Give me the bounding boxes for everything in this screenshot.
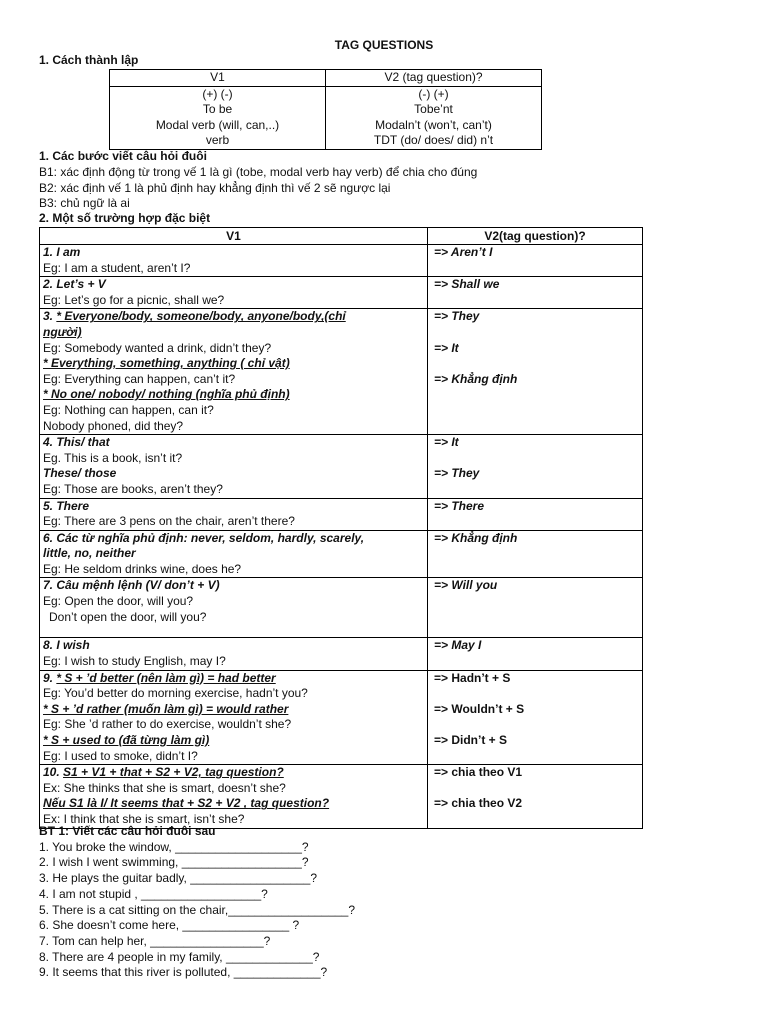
table-row: 4. This/ that Eg. This is a book, isn’t it? These/ those Eg: Those are books, aren’t they? => It => They xyxy=(40,435,643,498)
table2-head-v1: V1 xyxy=(40,228,428,245)
table-row: 5. There Eg: There are 3 pens on the chair, aren’t there? => There xyxy=(40,498,643,530)
table-row: 10. S1 + V1 + that + S2 + V2, tag question? Ex: She thinks that she is smart, doesn’t she? Nếu S1 là I/ It seems that + S2 + V2 , tag question? Ex: I think that she is smart, isn’t she? => chia theo V1 => chia theo V2 xyxy=(40,765,643,828)
exercise-item: 8. There are 4 people in my family, _____________? xyxy=(39,949,320,964)
section-heading-steps: 1. Các bước viết câu hỏi đuôi xyxy=(39,149,207,163)
section-heading-special-cases: 2. Một số trường hợp đặc biệt xyxy=(39,211,211,225)
exercise-item: 7. Tom can help her, _________________? xyxy=(39,933,271,948)
table1-head-v2: V2 (tag question)? xyxy=(326,70,542,87)
table-row: 3. * Everyone/body, someone/body, anyone/body,(chỉ người) Eg: Somebody wanted a drink, didn’t they? * Everything, something, anything ( chỉ vật) Eg: Everything can happen, can’t it? * No one/ nobody/ nothing (nghĩa phủ định) Eg: Nothing can happen, can it? Nobody phoned, did they? => They => It => Khẳng định xyxy=(40,309,643,435)
section-heading-formation: 1. Cách thành lập xyxy=(39,53,139,67)
table1-col-v2: (-) (+) Tobe’nt Modaln’t (won’t, can’t) TDT (do/ does/ did) n’t xyxy=(326,86,542,149)
exercise-item: 9. It seems that this river is polluted, _____________? xyxy=(39,965,328,980)
exercise-section xyxy=(39,824,355,981)
table1-col-v1: (+) (-) To be Modal verb (will, can,..) verb xyxy=(110,86,326,149)
exercise-item: 2. I wish I went swimming, __________________? xyxy=(39,855,309,870)
table1-head-v1: V1 xyxy=(110,70,326,87)
exercise-title: BT 1: Viết các câu hỏi đuôi sau xyxy=(39,824,216,838)
step-2: B2: xác định vế 1 là phủ định hay khẳng định thì vế 2 sẽ ngược lại xyxy=(39,181,391,195)
special-cases-table xyxy=(39,227,643,829)
formation-table xyxy=(109,69,542,150)
table-row: 1. I am Eg: I am a student, aren’t I? => Aren’t I xyxy=(40,245,643,277)
page-title: TAG QUESTIONS xyxy=(334,38,434,52)
step-3: B3: chủ ngữ là ai xyxy=(39,196,130,210)
exercise-item: 5. There is a cat sitting on the chair,__________________? xyxy=(39,902,356,917)
exercise-item: 6. She doesn’t come here, ________________ ? xyxy=(39,918,300,933)
step-1: B1: xác định động từ trong vế 1 là gì (tobe, modal verb hay verb) để chia cho đúng xyxy=(39,165,478,179)
table-row: 7. Câu mệnh lệnh (V/ don’t + V) Eg: Open the door, will you? Don’t open the door, will you? => Will you xyxy=(40,578,643,638)
table-row: 2. Let’s + V Eg: Let’s go for a picnic, shall we? => Shall we xyxy=(40,277,643,309)
table-row: 6. Các từ nghĩa phủ định: never, seldom, hardly, scarely, little, no, neither Eg: He seldom drinks wine, does he? => Khẳng định xyxy=(40,530,643,578)
exercise-item: 4. I am not stupid , __________________? xyxy=(39,886,268,901)
exercise-item: 3. He plays the guitar badly, __________________? xyxy=(39,871,317,886)
table2-head-v2: V2(tag question)? xyxy=(428,228,643,245)
exercise-item: 1. You broke the window, ___________________? xyxy=(39,839,309,854)
table-row: 8. I wish Eg: I wish to study English, may I? => May I xyxy=(40,638,643,670)
table-row: 9. * S + ’d better (nên làm gì) = had better Eg: You’d better do morning exercise, hadn’t you? * S + ’d rather (muốn làm gì) = would rather Eg: She ’d rather to do exercise, wouldn’t she? * S + used to (đã từng làm gì) Eg: I used to smoke, didn’t I? => Hadn’t + S => Wouldn’t + S => Didn’t + S xyxy=(40,670,643,765)
